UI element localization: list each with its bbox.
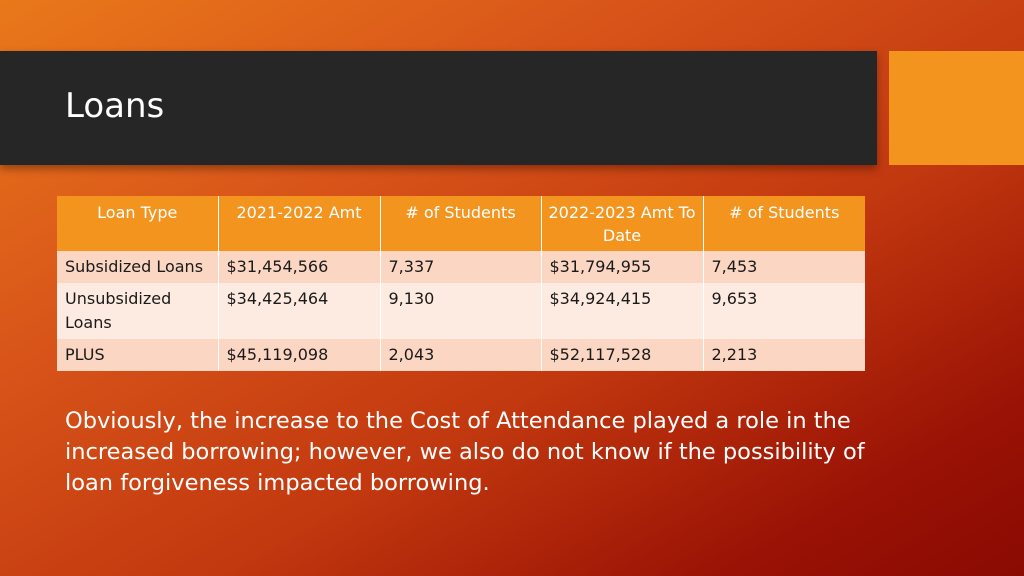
cell-2021-2022-amt: $34,425,464 xyxy=(218,283,380,339)
header-2021-2022-amt: 2021-2022 Amt xyxy=(218,196,380,251)
header-students-2022-2023: # of Students xyxy=(703,196,865,251)
cell-2021-2022-amt: $45,119,098 xyxy=(218,339,380,371)
table-row xyxy=(57,283,865,339)
cell-2021-2022-amt: $31,454,566 xyxy=(218,251,380,283)
cell-students-2021-2022: 9,130 xyxy=(380,283,541,339)
header-2022-2023-amt: 2022-2023 Amt To Date xyxy=(541,196,703,251)
accent-square xyxy=(889,51,1024,165)
table-row xyxy=(57,251,865,283)
header-loan-type: Loan Type xyxy=(57,196,218,251)
cell-students-2022-2023: 2,213 xyxy=(703,339,865,371)
cell-loan-type: Unsubsidized Loans xyxy=(57,283,218,339)
table-row xyxy=(57,339,865,371)
cell-students-2022-2023: 9,653 xyxy=(703,283,865,339)
cell-loan-type: Subsidized Loans xyxy=(57,251,218,283)
cell-2022-2023-amt: $31,794,955 xyxy=(541,251,703,283)
header-students-2021-2022: # of Students xyxy=(380,196,541,251)
cell-loan-type: PLUS xyxy=(57,339,218,371)
cell-students-2021-2022: 2,043 xyxy=(380,339,541,371)
table-header-row xyxy=(57,196,865,251)
cell-2022-2023-amt: $34,924,415 xyxy=(541,283,703,339)
cell-2022-2023-amt: $52,117,528 xyxy=(541,339,703,371)
cell-students-2022-2023: 7,453 xyxy=(703,251,865,283)
body-paragraph: Obviously, the increase to the Cost of Attendance played a role in the increased borrowing; however, we also do not know if the possibility of loan forgiveness impacted borrowing. xyxy=(65,408,865,496)
loans-table xyxy=(57,196,865,371)
cell-students-2021-2022: 7,337 xyxy=(380,251,541,283)
slide-title: Loans xyxy=(65,86,165,126)
